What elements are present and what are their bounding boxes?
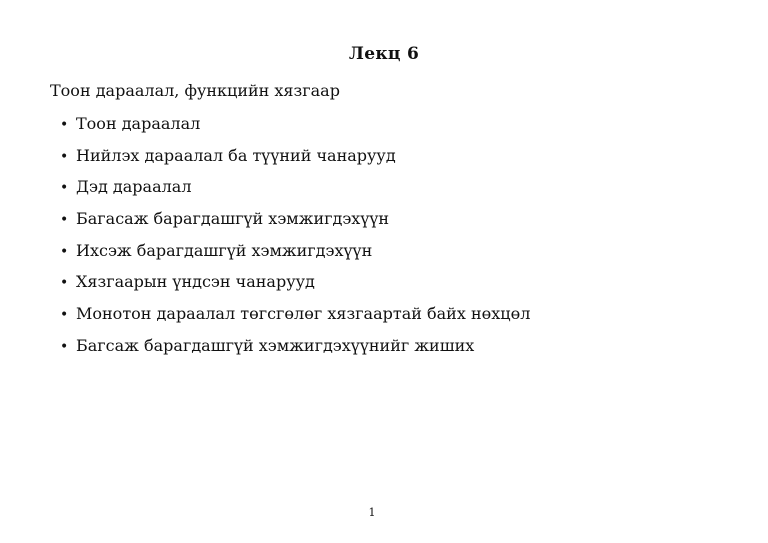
page-number: 1 (368, 506, 376, 519)
bullet-icon: • (60, 117, 69, 133)
page-title: Лекц 6 (348, 44, 420, 64)
list-item (60, 239, 530, 271)
list-item-text: Нийлэх дараалал ба түүний чанарууд (76, 145, 396, 165)
page-subtitle: Тоон дараалал, функцийн хязгаар (50, 81, 340, 100)
bullet-icon: • (60, 307, 69, 324)
bullet-icon: • (60, 148, 69, 165)
topic-list (60, 112, 530, 366)
list-item (60, 270, 530, 302)
list-item (60, 207, 530, 239)
list-item-text: Ихсэж барагдашгүй хэмжигдэхүүн (76, 240, 373, 260)
list-item (60, 302, 530, 334)
bullet-icon: • (60, 275, 69, 292)
list-item-text: Дэд дараалал (76, 177, 192, 197)
bullet-icon: • (60, 338, 69, 355)
list-item (60, 144, 530, 176)
list-item-text: Монотон дараалал төгсгөлөг хязгаартай байх нөхцөл (76, 304, 531, 324)
list-item (60, 334, 530, 366)
bullet-icon: • (60, 180, 69, 197)
bullet-icon: • (60, 243, 69, 260)
list-item-text: Багасаж барагдашгүй хэмжигдэхүүн (76, 209, 390, 229)
list-item (60, 175, 530, 207)
list-item-text: Багсаж барагдашгүй хэмжигдэхүүнийг жиших (76, 335, 475, 355)
list-item-text: Тоон дараалал (76, 114, 201, 133)
list-item (60, 112, 530, 144)
bullet-icon: • (60, 212, 69, 229)
list-item-text: Хязгаарын үндсэн чанарууд (76, 272, 315, 292)
